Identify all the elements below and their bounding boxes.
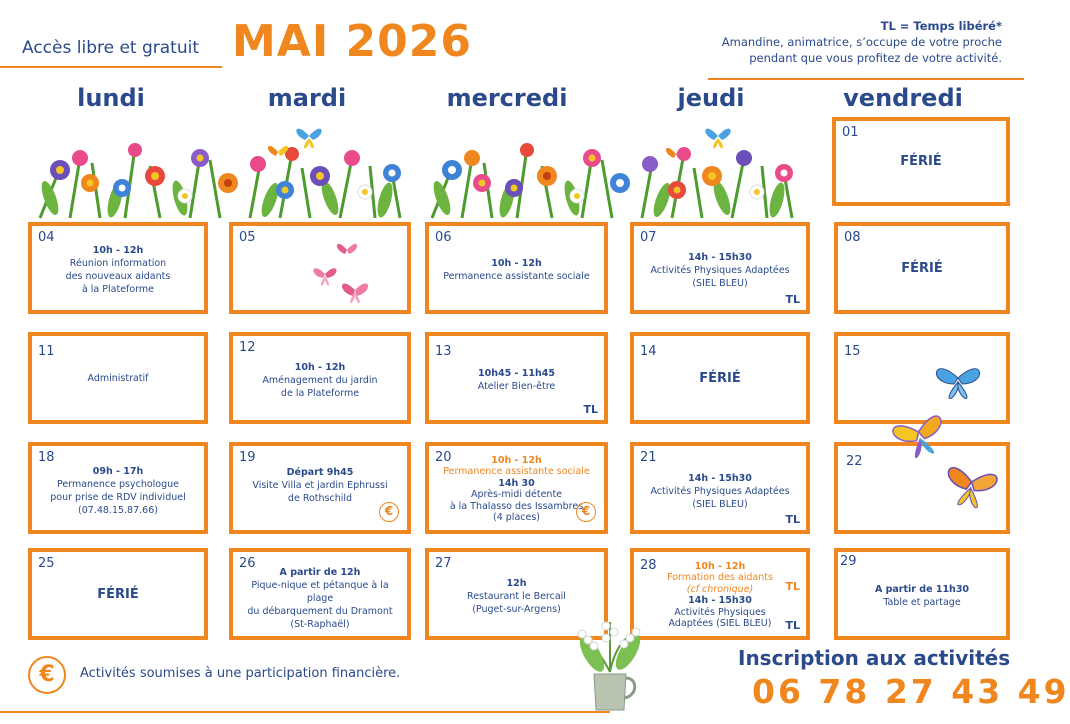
event-line: Permanence assistante sociale — [443, 271, 590, 282]
butterfly-icon — [264, 118, 334, 168]
day-cell-12 — [229, 332, 411, 424]
day-header-jeudi: jeudi — [677, 84, 745, 112]
event-line: Administratif — [87, 372, 149, 384]
day-number: 19 — [239, 450, 256, 465]
event-line: (07.48.15.87.66) — [78, 505, 158, 516]
access-label: Accès libre et gratuit — [22, 38, 200, 58]
event-time: 10h - 12h — [92, 245, 144, 256]
event-time: A partir de 12h — [279, 566, 361, 578]
event-line: Activités Physiques Adaptées — [650, 264, 790, 276]
day-cell-05 — [229, 222, 411, 314]
event-time: 14h - 15h30 — [688, 472, 752, 484]
inscription-label: Inscription aux activités — [738, 646, 1011, 670]
event-line: Après-midi détente — [470, 489, 563, 500]
tl-badge: TL — [785, 293, 800, 306]
day-cell-14 — [630, 332, 810, 424]
event-line: Adaptées (SIEL BLEU) — [668, 618, 772, 629]
event-line: à la Plateforme — [81, 284, 155, 295]
day-number: 12 — [239, 340, 256, 355]
orange-butterflies-icon — [886, 398, 1016, 518]
event-line: Visite Villa et jardin Ephrussi — [252, 480, 388, 491]
day-cell-18 — [28, 442, 208, 534]
event-line: Formation des aidants — [667, 572, 773, 583]
day-cell-25 — [28, 548, 208, 640]
event-line: Pique-nique et pétanque à la plage — [251, 579, 389, 604]
day-number: 25 — [38, 556, 55, 571]
day-number: 06 — [435, 230, 452, 245]
day-cell-08 — [834, 222, 1010, 314]
day-number: 11 — [38, 344, 55, 359]
day-number: 18 — [38, 450, 55, 465]
event-line: Aménagement du jardin — [262, 374, 378, 386]
day-number: 08 — [844, 230, 861, 245]
tl-badge: TL — [785, 580, 800, 593]
day-number: 01 — [842, 125, 859, 140]
tl-definition — [682, 18, 1002, 66]
day-number: 13 — [435, 344, 452, 359]
day-number: 05 — [239, 230, 256, 245]
flower-border-left-decoration — [30, 128, 410, 218]
event-line: (SIEL BLEU) — [692, 498, 748, 510]
event-time: 10h - 12h — [491, 454, 542, 466]
event-line: (4 places) — [493, 512, 540, 523]
day-number: 07 — [640, 230, 657, 245]
day-number: 28 — [640, 558, 657, 573]
euro-icon: € — [379, 502, 399, 522]
day-number: 14 — [640, 344, 657, 359]
header-divider-right — [708, 78, 1024, 80]
event-line: (cf chronique) — [686, 583, 754, 595]
holiday-label: FÉRIÉ — [699, 370, 741, 386]
day-cell-29 — [834, 548, 1010, 640]
event-line: (Puget-sur-Argens) — [472, 603, 561, 615]
day-cell-11 — [28, 332, 208, 424]
event-line: de la Plateforme — [280, 387, 360, 399]
butterfly-icon — [660, 118, 740, 168]
phone-number[interactable]: 06 78 27 43 49 — [752, 672, 1070, 711]
event-time: 09h - 17h — [92, 466, 144, 477]
event-line: des nouveaux aidants — [65, 271, 171, 282]
event-time: 10h45 - 11h45 — [478, 368, 555, 379]
holiday-label: FÉRIÉ — [900, 154, 942, 169]
event-time: 14h - 15h30 — [688, 251, 752, 263]
day-cell-07 — [630, 222, 810, 314]
day-header-vendredi: vendredi — [843, 84, 963, 112]
day-header-mercredi: mercredi — [446, 84, 568, 112]
event-time: Départ 9h45 — [286, 467, 354, 478]
flower-border-right-decoration — [422, 128, 802, 218]
tl-badge: TL — [583, 403, 598, 416]
month-title: MAI 2026 — [232, 16, 472, 67]
header-divider-left — [0, 66, 222, 68]
day-cell-21 — [630, 442, 810, 534]
pink-butterflies-icon — [303, 232, 383, 308]
event-line: Activités Physiques — [674, 606, 766, 618]
tl-badge: TL — [785, 619, 800, 632]
event-time: A partir de 11h30 — [874, 584, 970, 595]
event-line: Permanence psychologue — [56, 479, 180, 490]
day-cell-04 — [28, 222, 208, 314]
euro-icon: € — [28, 656, 66, 694]
day-header-mardi: mardi — [267, 84, 347, 112]
event-line: de Rothschild — [287, 493, 353, 504]
day-cell-20 — [425, 442, 608, 534]
footer-divider — [0, 711, 610, 713]
day-number: 29 — [840, 554, 857, 569]
event-time: 10h - 12h — [694, 560, 746, 572]
event-line: Restaurant le Bercail — [467, 590, 566, 602]
event-time: 14h - 15h30 — [688, 595, 752, 606]
event-line: Atelier Bien-être — [477, 381, 556, 392]
event-line: Table et partage — [883, 597, 961, 608]
day-header-lundi: lundi — [77, 84, 145, 112]
event-line: (St-Raphaël) — [290, 618, 350, 630]
day-number: 15 — [844, 344, 861, 359]
holiday-label: FÉRIÉ — [97, 586, 139, 602]
day-cell-13 — [425, 332, 608, 424]
tl-title: TL = Temps libéré* — [880, 19, 1002, 33]
financial-participation-legend: Activités soumises à une participation financière. — [80, 666, 401, 681]
event-time: 10h - 12h — [491, 258, 542, 269]
event-time: 14h 30 — [498, 477, 535, 489]
day-number: 27 — [435, 556, 452, 571]
day-cell-28 — [630, 548, 810, 640]
euro-icon: € — [576, 502, 596, 522]
day-cell-19 — [229, 442, 411, 534]
day-number: 04 — [38, 230, 55, 245]
event-line: (SIEL BLEU) — [692, 277, 748, 289]
holiday-label: FÉRIÉ — [901, 260, 943, 276]
event-line: Activités Physiques Adaptées — [650, 485, 790, 497]
event-line: du débarquement du Dramont — [247, 605, 393, 617]
flower-vase-decoration — [570, 612, 650, 712]
tl-line-1: Amandine, animatrice, s’occupe de votre proche — [721, 35, 1002, 49]
day-cell-06 — [425, 222, 608, 314]
event-line: pour prise de RDV individuel — [50, 492, 186, 503]
event-line: Permanence assistante sociale — [443, 466, 590, 477]
day-number: 21 — [640, 450, 657, 465]
blue-butterfly-icon — [928, 354, 988, 404]
tl-badge: TL — [785, 513, 800, 526]
day-number: 26 — [239, 556, 256, 571]
day-cell-01 — [832, 117, 1010, 206]
event-line: à la Thalasso des Issambres — [449, 500, 584, 512]
day-number: 20 — [435, 450, 452, 465]
event-time: 10h - 12h — [294, 361, 346, 373]
event-line: Réunion information — [69, 258, 167, 269]
event-time: 12h — [506, 577, 527, 589]
day-cell-26 — [229, 548, 411, 640]
day-number: 22 — [846, 454, 863, 469]
tl-line-2: pendant que vous profitez de votre activité. — [749, 51, 1002, 65]
